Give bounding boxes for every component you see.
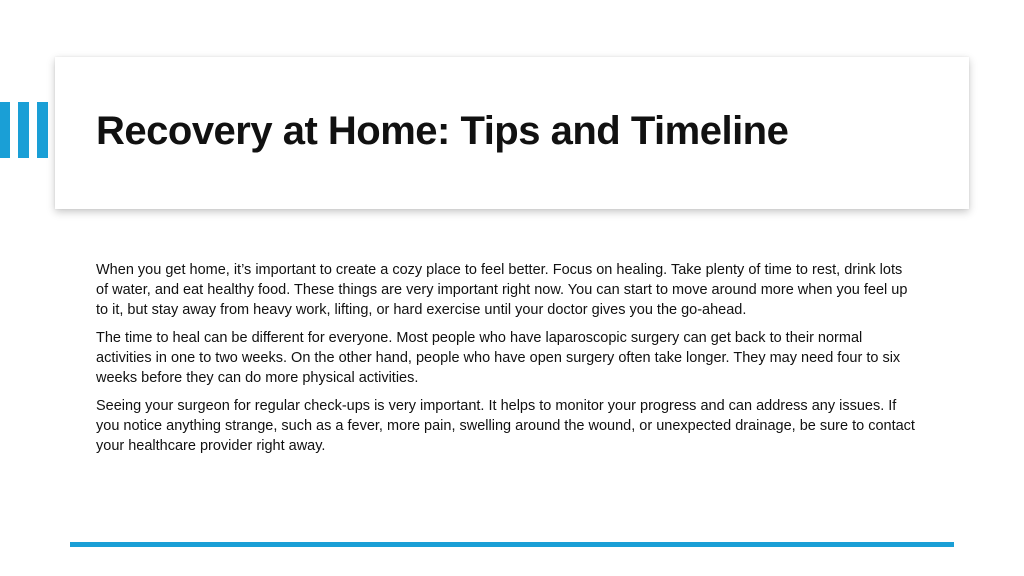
paragraph-home-care: When you get home, it’s important to create a cozy place to feel better. Focus on healing. Take plenty of time to rest, drink lots of water, and eat healthy food. These things are very important right now. You can start to move around more when you feel up to it, but stay away from heavy work, lifting, or hard exercise until your doctor gives you the go-ahead. xyxy=(96,262,908,318)
body-text xyxy=(96,260,918,464)
paragraph-healing-time: The time to heal can be different for everyone. Most people who have laparoscopic surgery can get back to their normal activities in one to two weeks. On the other hand, people who have open surgery often take longer. They may need four to six weeks before they can do more physical activities. xyxy=(96,330,901,386)
accent-bar xyxy=(37,102,48,158)
slide-title: Recovery at Home: Tips and Timeline xyxy=(96,109,789,153)
paragraph-check-ups: Seeing your surgeon for regular check-ups is very important. It helps to monitor your progress and can address any issues. If you notice anything strange, such as a fever, more pain, swelling around the wound, or unexpected drainage, be sure to contact your healthcare provider right away. xyxy=(96,398,915,454)
title-card xyxy=(55,57,969,209)
bottom-divider xyxy=(70,542,954,547)
accent-bar xyxy=(18,102,29,158)
accent-bar xyxy=(0,102,10,158)
